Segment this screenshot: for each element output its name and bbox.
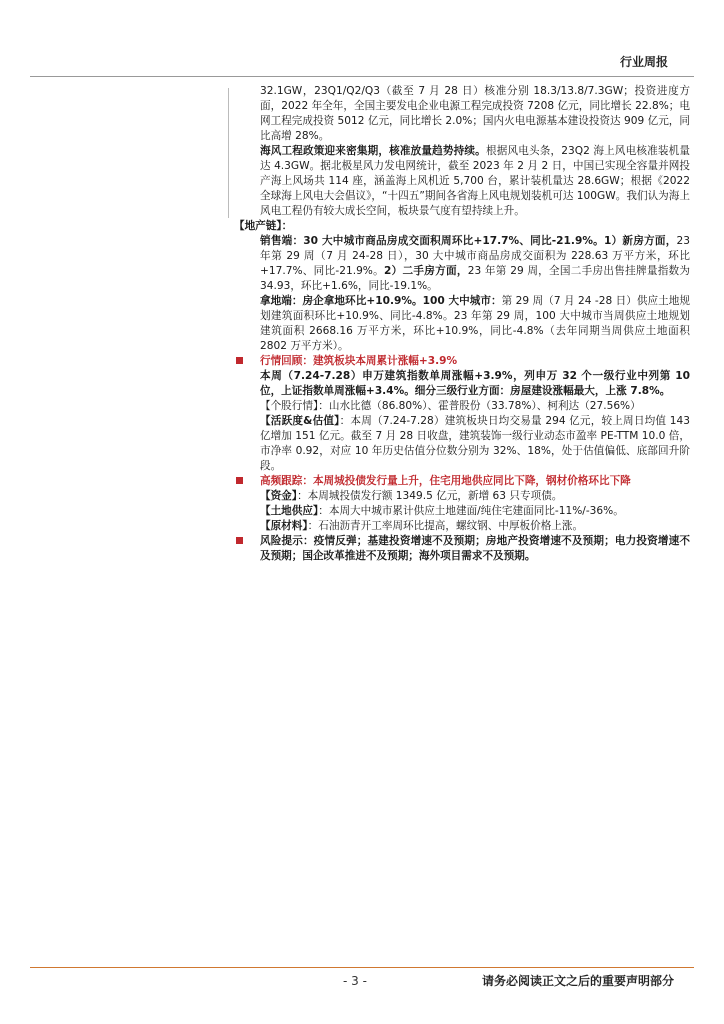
bullet-market-review: 行情回顾：建筑板块本周累计涨幅+3.9%: [234, 354, 690, 369]
bullet-high-frequency: 高频跟踪：本周城投债发行量上升，住宅用地供应同比下降，钢材价格环比下降: [234, 474, 690, 489]
footer-disclaimer: 请务必阅读正文之后的重要声明部分: [481, 974, 674, 988]
report-body: [234, 84, 690, 564]
paragraph-activity-valuation: 【活跃度&估值】：本周（7.24-7.28）建筑板块日均交易量 294 亿元，较上周日均值 143 亿增加 151 亿元。截至 7 月 28 日收盘，建筑装饰一级行业动态市盈率 PE-TTM 10.0 倍，市净率 0.92，对应 10 年历史估值分位数分别为 32%、18%，处于估值偏低、底部回升阶段。: [260, 415, 690, 472]
red-square-bullet-icon: [236, 477, 243, 484]
paragraph-land-supply: 【土地供应】：本周大中城市累计供应土地建面/纯住宅建面同比-11%/-36%。: [260, 505, 624, 517]
paragraph-materials: 【原材料】：石油沥青开工率周环比提高，螺纹钢、中厚板价格上涨。: [260, 520, 584, 532]
report-type-label: 行业周报: [619, 55, 668, 69]
red-square-bullet-icon: [236, 537, 243, 544]
paragraph-land: 拿地端：房企拿地环比+10.9%。100 大中城市：第 29 周（7 月 24 -28 日）供应土地规划建筑面积环比+10.9%、同比-4.8%。23 年第 29 周，100 大中城市当周供应土地规划建筑面积 2668.16 万平方米，环比+10.9%，同比-4.8%（去年同期当周供应土地面积 2802 万平方米）。: [260, 295, 690, 352]
left-margin-rule: [228, 88, 229, 218]
paragraph-investment: 32.1GW，23Q1/Q2/Q3（截至 7 月 28 日）核准分别 18.3/13.8/7.3GW；投资进度方面，2022 年全年，全国主要发电企业电源工程完成投资 7208 亿元，同比增长 22.8%；电网工程完成投资 5012 亿元，同比增长 2.0%；国内火电电源基本建设投资达 909 亿元，同比高增 28%。: [260, 85, 690, 142]
bullet-risk-warning: 风险提示：疫情反弹；基建投资增速不及预期；房地产投资增速不及预期；电力投资增速不及预期；国企改革推进不及预期；海外项目需求不及预期。: [234, 534, 690, 564]
paragraph-offshore-wind: 海风工程政策迎来密集期，核准放量趋势持续。根据风电头条，23Q2 海上风电核准装机量达 4.3GW。据北极星风力发电网统计，截至 2023 年 2 月 2 日，中国已实现全容量并网投产海上风场共 114 座，涵盖海上风机近 5,700 台，累计装机量达 28.6GW；根据《2022 全球海上风电大会倡议》，“十四五”期间各省海上风电规划装机可达 100GW。我们认为海上风电工程仍有较大成长空间，板块景气度有望持续上升。: [260, 145, 690, 217]
header-divider: [30, 76, 694, 77]
red-square-bullet-icon: [236, 357, 243, 364]
paragraph-weekly-index: 本周（7.24-7.28）申万建筑指数单周涨幅+3.9%，列申万 32 个一级行业中列第 10 位，上证指数单周涨幅+3.4%。细分三级行业方面：房屋建设涨幅最大，上涨 7.8%。: [260, 370, 690, 397]
footer-divider: [30, 967, 694, 968]
page-number: - 3 -: [343, 974, 367, 988]
paragraph-stock-performance: 【个股行情】：山水比德（86.80%）、霍普股份（33.78%）、柯利达（27.56%）: [260, 400, 641, 412]
paragraph-sales: 销售端：30 大中城市商品房成交面积周环比+17.7%、同比-21.9%。1）新房方面，23 年第 29 周（7 月 24-28 日），30 大中城市商品房成交面积为 228.63 万平方米，环比+17.7%、同比-21.9%。2）二手房方面，23 年第 29 周，全国二手房出售挂牌量指数为 34.93，环比+1.6%，同比-19.1%。: [260, 235, 691, 292]
section-realestate-heading: 【地产链】：: [234, 220, 293, 232]
paragraph-funds: 【资金】：本周城投债发行额 1349.5 亿元，新增 63 只专项债。: [260, 490, 563, 502]
